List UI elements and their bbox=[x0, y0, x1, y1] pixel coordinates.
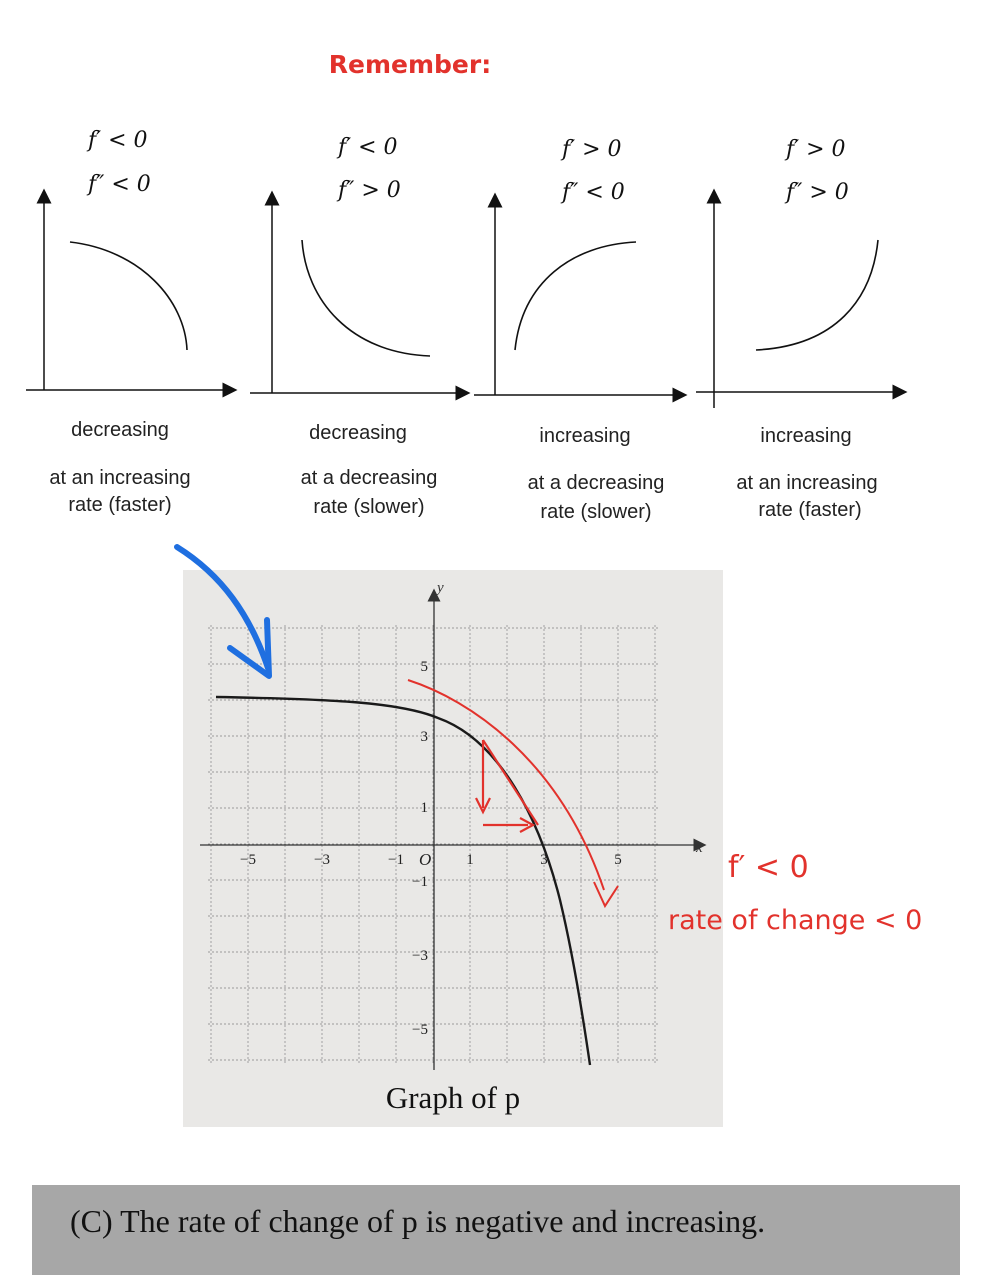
panel-1-fdoubleprime: f″ < 0 bbox=[88, 172, 151, 197]
panel-3-caption-2: at a decreasing bbox=[527, 472, 665, 494]
x-tick-label: 1 bbox=[466, 852, 474, 868]
panel-4-caption-2: at an increasing bbox=[736, 472, 878, 494]
y-tick-label: 1 bbox=[420, 800, 428, 816]
y-tick-label: 3 bbox=[420, 729, 428, 745]
panel-2-fdoubleprime: f″ > 0 bbox=[338, 178, 401, 203]
graph-title: Graph of p bbox=[385, 1080, 521, 1115]
panel-3-fdoubleprime: f″ < 0 bbox=[562, 180, 625, 205]
panel-4-caption-1: increasing bbox=[760, 425, 852, 447]
remember-heading: Remember: bbox=[328, 50, 492, 79]
handwritten-rate-note: rate of change < 0 bbox=[668, 905, 923, 936]
y-tick-label: 5 bbox=[420, 659, 428, 675]
panel-2-caption-3: rate (slower) bbox=[313, 496, 425, 518]
x-tick-label: −1 bbox=[388, 852, 404, 868]
panel-1-fprime: f′ < 0 bbox=[88, 128, 148, 153]
panel-4-fprime: f′ > 0 bbox=[786, 137, 846, 162]
x-tick-label: −5 bbox=[240, 852, 256, 868]
panel-3-caption-3: rate (slower) bbox=[540, 501, 652, 523]
y-axis-label: y bbox=[437, 580, 444, 596]
panel-1-caption-2: at an increasing bbox=[49, 467, 191, 489]
panel-2-fprime: f′ < 0 bbox=[338, 135, 398, 160]
panel-4-fdoubleprime: f″ > 0 bbox=[786, 180, 849, 205]
panel-1-caption-3: rate (faster) bbox=[68, 494, 172, 516]
origin-label: O bbox=[419, 850, 432, 869]
panel-3-fprime: f′ > 0 bbox=[562, 137, 622, 162]
blue-pointer-arrow bbox=[177, 547, 269, 676]
panel-2-caption-1: decreasing bbox=[309, 422, 407, 444]
x-axis-label: x bbox=[696, 840, 703, 856]
y-tick-label: −5 bbox=[412, 1022, 428, 1038]
curve-p bbox=[216, 697, 590, 1065]
y-tick-labels bbox=[412, 659, 428, 1038]
x-tick-label: 5 bbox=[614, 852, 622, 868]
panel-3-caption-1: increasing bbox=[539, 425, 631, 447]
handwritten-fprime-note: f′ < 0 bbox=[728, 850, 809, 885]
panel-1-caption-1: decreasing bbox=[71, 419, 169, 441]
panel-2-caption-2: at a decreasing bbox=[300, 467, 438, 489]
y-tick-label: −1 bbox=[412, 874, 428, 890]
panel-4-caption-3: rate (faster) bbox=[758, 499, 862, 521]
y-tick-label: −3 bbox=[412, 948, 428, 964]
x-tick-label: 3 bbox=[540, 852, 548, 868]
red-tangent-annotation bbox=[408, 680, 618, 906]
x-tick-label: −3 bbox=[314, 852, 330, 868]
answer-choice-text: (C) The rate of change of p is negative and increasing. bbox=[70, 1203, 766, 1239]
